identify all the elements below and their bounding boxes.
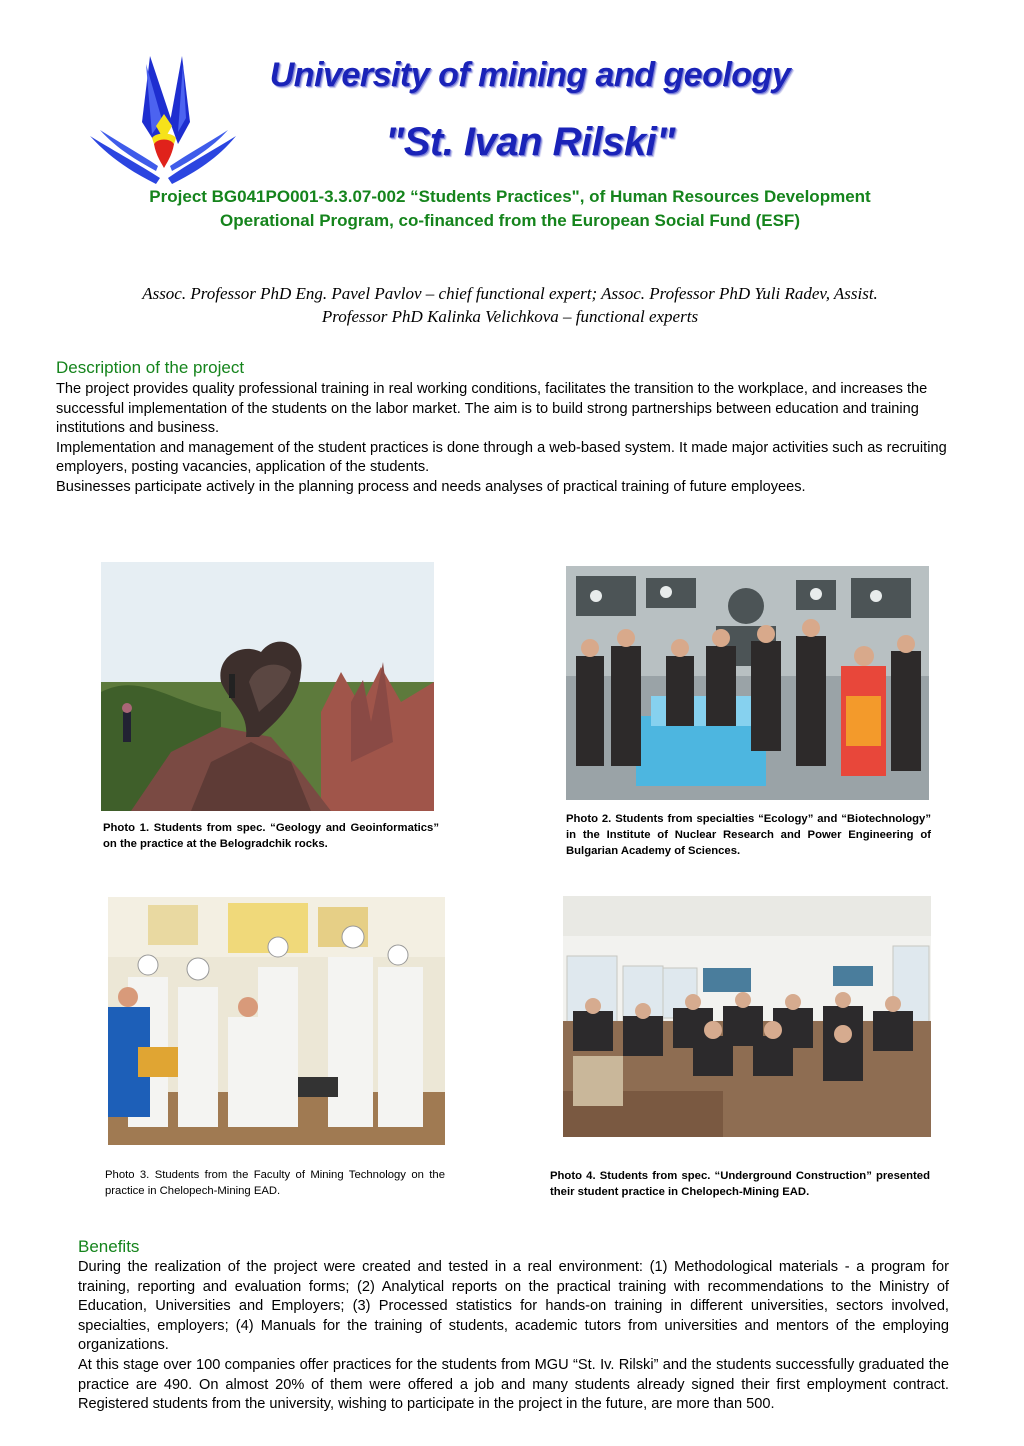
description-paragraph: The project provides quality professional training in real working conditions, facilitates the transition to the workplace, and increases the successful implementation of the students on the labor market. The aim is to build strong partnerships between education and training institutions and business. — [56, 381, 928, 437]
mining-suits-students-photo — [108, 897, 445, 1145]
photo-caption: Photo 2. Students from specialties “Ecology” and “Biotechnology” in the Institute of Nuclear Research and Power Engineering of Bulgarian Academy of Sciences. — [566, 813, 931, 857]
belogradchik-rocks-photo — [101, 562, 434, 811]
description-paragraph: Implementation and management of the student practices is done through a web-based system. It made major activities such as recruiting employers, posting vacancies, application of the students. — [56, 439, 947, 476]
university-subname: "St. Ivan Rilski" — [385, 120, 675, 164]
description-heading: Description of the project — [56, 358, 245, 377]
project-title: Project BG041PO001-3.3.07-002 “Students Practices", of Human Resources Development Operational Program, co-financed from the European Social Fund (ESF) — [149, 187, 871, 230]
photo-caption: Photo 3. Students from the Faculty of Mining Technology on the practice in Chelopech-Mining EAD. — [105, 1169, 445, 1197]
university-logo — [86, 52, 242, 186]
nuclear-institute-control-room-photo — [566, 566, 929, 800]
benefits-heading: Benefits — [78, 1237, 140, 1256]
benefits-paragraph: During the realization of the project were created and tested in a real environment: (1) Methodological materials - a program for training, reporting and evaluation forms; (2) Analytical reports on the practical training with recommendations to the Ministry of Education, Universities and Employers; (3) Processed statistics for hands-on training in different universities, sectors involved, specialties, employers; (4) Manuals for the training of students, academic tutors from universities and mentors of the employing organizations. — [78, 1259, 949, 1354]
photo-caption: Photo 1. Students from spec. “Geology and Geoinformatics” on the practice at the Belogradchik rocks. — [103, 822, 439, 850]
university-crown-logo-icon — [86, 52, 242, 186]
authors-line: Assoc. Professor PhD Eng. Pavel Pavlov – chief functional expert; Assoc. Professor PhD Yuli Radev, Assist. Professor PhD Kalinka Velichkova – functional experts — [142, 284, 878, 326]
university-name: University of mining and geology — [269, 56, 791, 94]
description-paragraph: Businesses participate actively in the planning process and needs analyses of practical training of future employees. — [56, 478, 806, 495]
benefits-paragraph: At this stage over 100 companies offer practices for the students from MGU “St. Iv. Rilski” and the students successfully graduated the practice are 490. On almost 20% of them were offered a job and many students already signed their first employment contract. Registered students from the university, wishing to participate in the project in the future, are more than 500. — [78, 1356, 949, 1413]
benefits-body — [78, 1258, 949, 1415]
description-body — [56, 380, 976, 498]
lecture-hall-students-photo — [563, 896, 931, 1137]
photo-caption: Photo 4. Students from spec. “Underground Construction” presented their student practice in Chelopech-Mining EAD. — [550, 1170, 930, 1198]
